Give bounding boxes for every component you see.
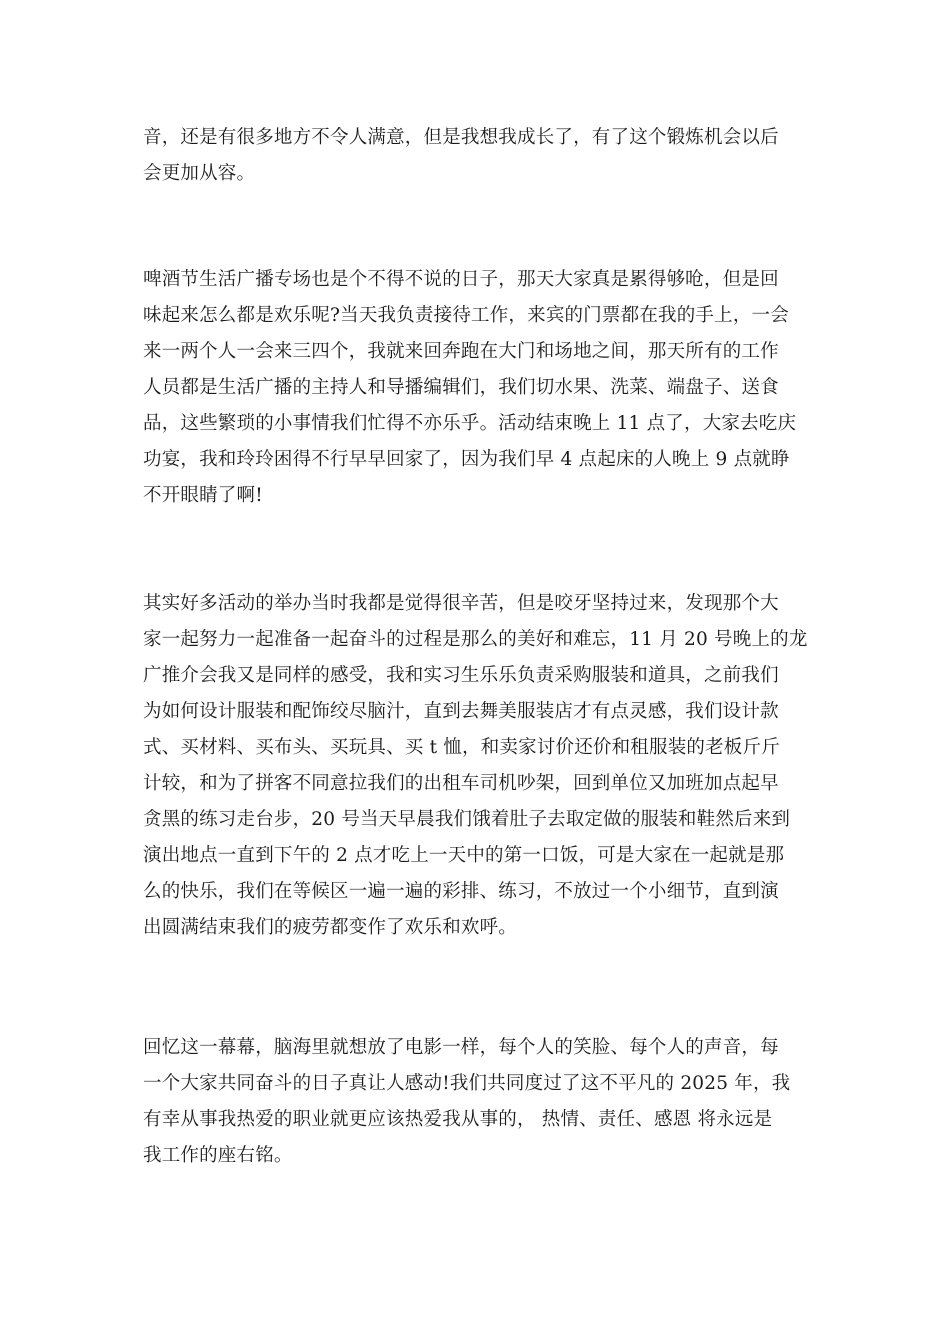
text-line: 功宴，我和玲玲困得不行早早回家了，因为我们早 4 点起床的人晚上 9 点就睁: [143, 449, 790, 470]
text-line: 出圆满结束我们的疲劳都变作了欢乐和欢呼。: [143, 917, 518, 938]
text-line: 我工作的座右铭。: [143, 1145, 293, 1166]
text-line: 么的快乐，我们在等候区一遍一遍的彩排、练习，不放过一个小细节，直到演: [143, 881, 779, 902]
paragraph-1: [143, 120, 808, 192]
text-line: 音，还是有很多地方不令人满意，但是我想我成长了，有了这个锻炼机会以后: [143, 127, 779, 148]
paragraph-3: [143, 586, 808, 946]
text-line: 有幸从事我热爱的职业就更应该热爱我从事的， 热情、责任、感恩 将永远是: [143, 1109, 773, 1130]
text-line: 不开眼睛了啊!: [143, 485, 263, 506]
text-line: 啤酒节生活广播专场也是个不得不说的日子，那天大家真是累得够呛，但是回: [143, 269, 779, 290]
text-line: 回忆这一幕幕，脑海里就想放了电影一样，每个人的笑脸、每个人的声音，每: [143, 1037, 779, 1058]
text-line: 品，这些繁琐的小事情我们忙得不亦乐乎。活动结束晚上 11 点了，大家去吃庆: [143, 413, 797, 434]
text-line: 家一起努力一起准备一起奋斗的过程是那么的美好和难忘，11 月 20 号晚上的龙: [143, 629, 808, 650]
text-line: 式、买材料、买布头、买玩具、买 t 恤，和卖家讨价还价和租服装的老板斤斤: [143, 737, 780, 758]
text-line: 人员都是生活广播的主持人和导播编辑们，我们切水果、洗菜、端盘子、送食: [143, 377, 779, 398]
paragraph-2: [143, 262, 808, 514]
text-line: 贪黑的练习走台步，20 号当天早晨我们饿着肚子去取定做的服装和鞋然后来到: [143, 809, 791, 830]
text-line: 其实好多活动的举办当时我都是觉得很辛苦，但是咬牙坚持过来，发现那个大: [143, 593, 779, 614]
paragraph-4: [143, 1030, 808, 1174]
text-line: 广推介会我又是同样的感受，我和实习生乐乐负责采购服装和道具，之前我们: [143, 665, 779, 686]
text-line: 计较，和为了拼客不同意拉我们的出租车司机吵架，回到单位又加班加点起早: [143, 773, 779, 794]
text-line: 一个大家共同奋斗的日子真让人感动!我们共同度过了这不平凡的 2025 年，我: [143, 1073, 791, 1094]
text-line: 会更加从容。: [143, 163, 256, 184]
text-line: 为如何设计服装和配饰绞尽脑汁，直到去舞美服装店才有点灵感，我们设计款: [143, 701, 779, 722]
text-line: 演出地点一直到下午的 2 点才吃上一天中的第一口饭，可是大家在一起就是那: [143, 845, 785, 866]
text-line: 来一两个人一会来三四个，我就来回奔跑在大门和场地之间，那天所有的工作: [143, 341, 779, 362]
text-line: 味起来怎么都是欢乐呢?当天我负责接待工作，来宾的门票都在我的手上，一会: [143, 305, 789, 326]
